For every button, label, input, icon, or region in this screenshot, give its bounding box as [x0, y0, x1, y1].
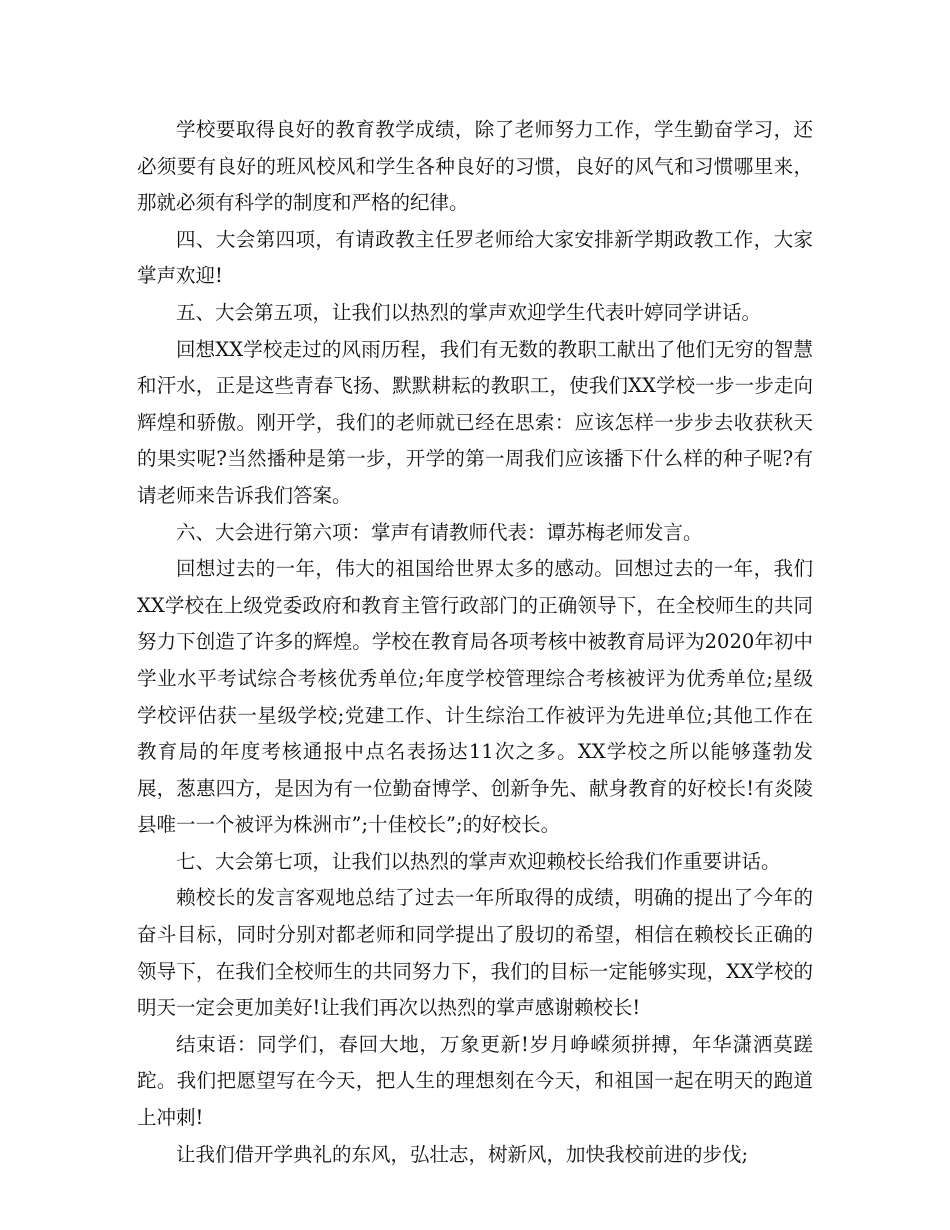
paragraph-6: 回想过去的一年，伟大的祖国给世界太多的感动。回想过去的一年，我们XX学校在上级党委政府和教育主管行政部门的正确领导下，在全校师生的共同努力下创造了许多的辉煌。学校在教育局各项考核中被教育局评为2020年初中学业水平考试综合考核优秀单位;年度学校管理综合考核被评为优秀单位;星级学校评估获一星级学校;党建工作、计生综治工作被评为先进单位;其他工作在教育局的年度考核通报中点名表扬达11次之多。XX学校之所以能够蓬勃发展，葱惠四方，是因为有一位勤奋博学、创新争先、献身教育的好校长!有炎陵县唯一一个被评为株洲市”;十佳校长”;的好校长。: [137, 557, 813, 837]
paragraph-7: 七、大会第七项，让我们以热烈的掌声欢迎赖校长给我们作重要讲话。: [176, 849, 781, 873]
paragraph-3: 五、大会第五项，让我们以热烈的掌声欢迎学生代表叶婷同学讲话。: [176, 300, 762, 324]
paragraph-10: 让我们借开学典礼的东风，弘壮志，树新风，加快我校前进的步伐;: [176, 1142, 749, 1166]
document-body: [137, 112, 813, 1173]
paragraph-5: 六、大会进行第六项：掌声有请教师代表：谭苏梅老师发言。: [176, 520, 703, 544]
paragraph-8: 赖校长的发言客观地总结了过去一年所取得的成绩，明确的提出了今年的奋斗目标，同时分别对都老师和同学提出了殷切的希望，相信在赖校长正确的领导下，在我们全校师生的共同努力下，我们的目标一定能够实现，XX学校的明天一定会更加美好!让我们再次以热烈的掌声感谢赖校长!: [137, 886, 813, 1020]
paragraph-2: 四、大会第四项，有请政教主任罗老师给大家安排新学期政教工作，大家掌声欢迎!: [137, 227, 813, 288]
paragraph-1: 学校要取得良好的教育教学成绩，除了老师努力工作，学生勤奋学习，还必须要有良好的班风校风和学生各种良好的习惯，良好的风气和习惯哪里来，那就必须有科学的制度和严格的纪律。: [137, 118, 813, 215]
paragraph-9: 结束语：同学们，春回大地，万象更新!岁月峥嵘须拼搏，年华潇洒莫蹉跎。我们把愿望写在今天，把人生的理想刻在今天，和祖国一起在明天的跑道上冲刺!: [137, 1032, 813, 1130]
paragraph-4: 回想XX学校走过的风雨历程，我们有无数的教职工献出了他们无穷的智慧和汗水，正是这些青春飞扬、默默耕耘的教职工，使我们XX学校一步一步走向辉煌和骄傲。刚开学，我们的老师就已经在思索：应该怎样一步步去收获秋天的果实呢?当然播种是第一步，开学的第一周我们应该播下什么样的种子呢?有请老师来告诉我们答案。: [137, 337, 813, 507]
